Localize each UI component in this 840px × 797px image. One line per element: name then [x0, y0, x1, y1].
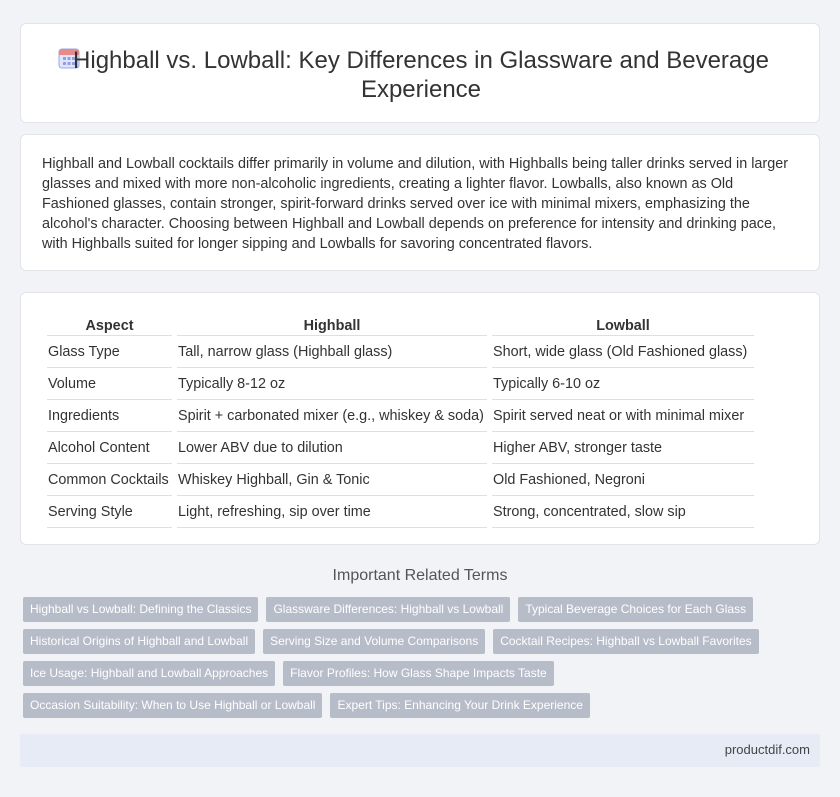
related-tag[interactable]: Serving Size and Volume Comparisons: [263, 629, 485, 654]
table-row: [47, 498, 754, 528]
page-title: Highball vs. Lowball: Key Differences in Glassware and Beverage Experience: [73, 47, 769, 103]
row-highball: Light, refreshing, sip over time: [177, 498, 487, 528]
table-row: [47, 370, 754, 400]
header-highball: Highball: [177, 317, 487, 336]
table-row: [47, 434, 754, 464]
header-aspect: Aspect: [47, 317, 172, 336]
table-row: [47, 466, 754, 496]
row-aspect: Serving Style: [47, 498, 172, 528]
related-tag[interactable]: Glassware Differences: Highball vs Lowball: [266, 597, 510, 622]
row-aspect: Glass Type: [47, 338, 172, 368]
row-highball: Typically 8-12 oz: [177, 370, 487, 400]
row-aspect: Ingredients: [47, 402, 172, 432]
row-highball: Lower ABV due to dilution: [177, 434, 487, 464]
row-aspect: Alcohol Content: [47, 434, 172, 464]
related-tag[interactable]: Typical Beverage Choices for Each Glass: [518, 597, 753, 622]
footer: [20, 734, 820, 767]
row-aspect: Common Cocktails: [47, 466, 172, 496]
related-terms-heading: Important Related Terms: [332, 567, 508, 584]
related-tag[interactable]: Highball vs Lowball: Defining the Classics: [23, 597, 258, 622]
footer-site-name: productdif.com: [724, 742, 810, 757]
table-row: [47, 338, 754, 368]
table-header-row: [47, 317, 754, 336]
comparison-table: [42, 315, 759, 530]
row-lowball: Spirit served neat or with minimal mixer: [492, 402, 754, 432]
comparison-card: [20, 292, 820, 545]
intro-paragraph: Highball and Lowball cocktails differ primarily in volume and dilution, with Highballs being taller drinks served in larger glasses and mixed with more non-alcoholic ingredients, creating a lighter flavor. Lowballs, also known as Old Fashioned glasses, contain stronger, spirit-forward drinks served over ice with minimal mixers, emphasizing the alcohol's character. Choosing between Highball and Lowball depends on preference for intensity and drinking pace, with Highballs suited for longer sipping and Lowballs for savoring concentrated flavors.: [42, 156, 789, 252]
related-tag[interactable]: Flavor Profiles: How Glass Shape Impacts Taste: [283, 661, 554, 686]
row-lowball: Higher ABV, stronger taste: [492, 434, 754, 464]
row-highball: Tall, narrow glass (Highball glass): [177, 338, 487, 368]
header-card: [20, 23, 820, 123]
table-row: [47, 402, 754, 432]
intro-card: [20, 134, 820, 271]
row-aspect: Volume: [47, 370, 172, 400]
row-lowball: Typically 6-10 oz: [492, 370, 754, 400]
row-lowball: Strong, concentrated, slow sip: [492, 498, 754, 528]
row-lowball: Short, wide glass (Old Fashioned glass): [492, 338, 754, 368]
related-tags: [23, 597, 803, 718]
related-tag[interactable]: Occasion Suitability: When to Use Highball or Lowball: [23, 693, 322, 718]
related-tag[interactable]: Historical Origins of Highball and Lowball: [23, 629, 255, 654]
header-lowball: Lowball: [492, 317, 754, 336]
related-tag[interactable]: Cocktail Recipes: Highball vs Lowball Favorites: [493, 629, 758, 654]
related-tag[interactable]: Expert Tips: Enhancing Your Drink Experience: [330, 693, 589, 718]
row-highball: Whiskey Highball, Gin & Tonic: [177, 466, 487, 496]
title-wrap: [21, 46, 821, 104]
row-lowball: Old Fashioned, Negroni: [492, 466, 754, 496]
related-tag[interactable]: Ice Usage: Highball and Lowball Approaches: [23, 661, 275, 686]
row-highball: Spirit + carbonated mixer (e.g., whiskey & soda): [177, 402, 487, 432]
